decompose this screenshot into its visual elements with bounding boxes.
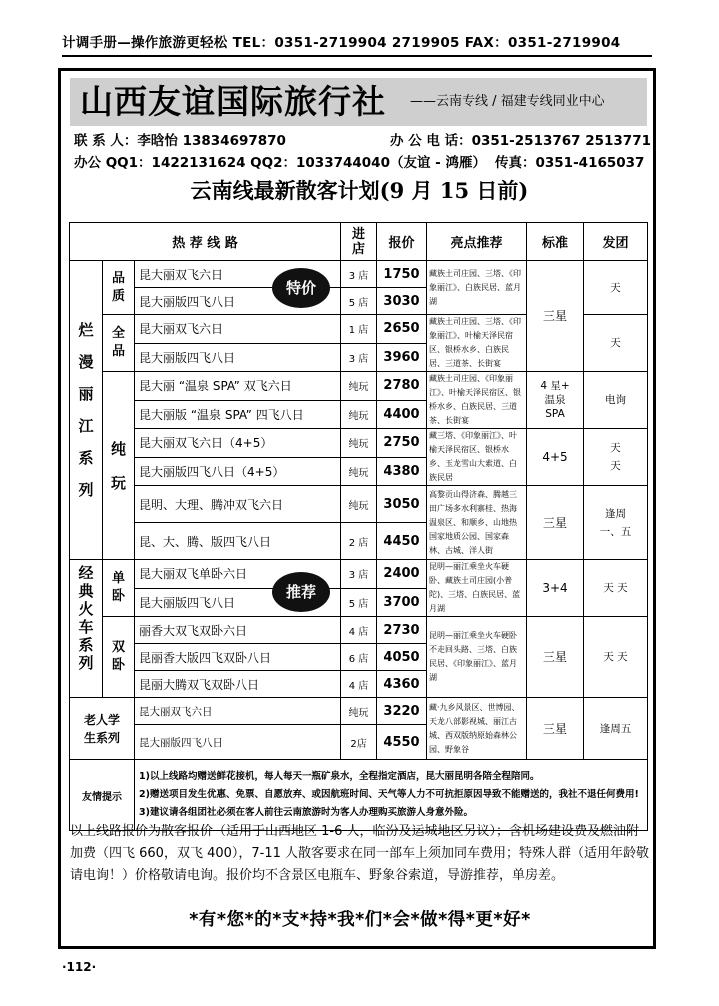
highlights-cell: 昆明—丽江乘坐火车硬卧不走回头路、三塔、白族民居、《印象丽江》、蓝月湖: [427, 617, 527, 698]
standard-cell: 三星: [527, 486, 584, 560]
route-name: 昆、大、腾、版四飞八日: [135, 523, 341, 560]
page-number: ·112·: [62, 960, 97, 974]
header-route: 热 荐 线 路: [70, 223, 341, 261]
route-stores: 2店: [341, 725, 377, 760]
route-stores: 2 店: [341, 523, 377, 560]
subgroup-single-sleeper: [103, 560, 135, 617]
route-name: 昆丽大腾双飞双卧八日: [135, 671, 341, 698]
route-stores: 纯玩: [341, 457, 377, 486]
subgroup-pure-play: [103, 372, 135, 560]
table-row: [70, 486, 648, 523]
tips-cell: [135, 760, 648, 831]
group-senior-student-series: [70, 698, 135, 760]
route-name: 昆大丽版四飞八日: [135, 288, 341, 315]
contact-person: 联 系 人：李晗怡 13834697870: [74, 133, 286, 149]
header-departure: 发团: [584, 223, 648, 261]
header-stores-line-1: 进: [352, 226, 366, 242]
route-price: 2730: [377, 617, 427, 644]
subgroup-char: 卧: [111, 589, 125, 604]
group-char: 火: [78, 600, 94, 618]
subgroup-double-sleeper: [103, 617, 135, 698]
route-stores: 纯玩: [341, 429, 377, 458]
price-notes: 以上线路报价为散客报价（适用于山西地区 1-6 人，临汾及运城地区另议）；含机场建设费及燃油附加费（四飞 660，双飞 400），7-11 人散客要求在同一部车上须加同车费用；特殊人群（适用年龄敬请电询！）价格敬请电询。报价均不含景区电瓶车、野象谷索道，导游推荐，单房差。: [70, 824, 650, 883]
group-char: 列: [78, 481, 94, 499]
route-name: 昆大丽版四飞八日: [135, 588, 341, 617]
route-stores: 纯玩: [341, 400, 377, 429]
route-name: 昆大丽双飞六日: [135, 698, 341, 725]
route-price: 2750: [377, 429, 427, 458]
departure-cell: 电询: [584, 372, 648, 429]
group-char: 江: [78, 417, 94, 435]
route-name: 昆丽香大版四飞双卧八日: [135, 644, 341, 671]
tip-item: 3)建议请各组团社必须在客人前往云南旅游时为客人办理购买旅游人身意外险。: [139, 807, 473, 818]
group-char: 典: [78, 582, 94, 600]
route-price: 3960: [377, 343, 427, 372]
route-price: 2650: [377, 315, 427, 344]
table-row: [70, 261, 648, 288]
highlights-cell: 昆明—丽江乘坐火车硬卧、藏族土司庄园(小普陀)、三塔、白族民居、蓝月湖: [427, 560, 527, 617]
route-price: 3700: [377, 588, 427, 617]
table-row: [70, 698, 648, 725]
route-price: 4450: [377, 523, 427, 560]
route-price: 1750: [377, 261, 427, 288]
route-price-table: [69, 222, 648, 831]
departure-cell: 逢周五: [584, 698, 648, 760]
highlights-cell: 高黎贡山得济森、腾越三田广场多水利寨桂、热海温泉区、和顺乡、山地热国家地质公园、国家森林、古城、洋人街: [427, 486, 527, 560]
highlights-cell: 藏族土司庄园、三塔、《印象丽江》、叶榆天泽民宿区、银桥水乡、白族民居、三道茶、长街宴: [427, 315, 527, 372]
subgroup-quality: [103, 261, 135, 315]
table-row: [70, 372, 648, 401]
route-stores: 纯玩: [341, 698, 377, 725]
group-line: 老人学: [83, 712, 120, 727]
standard-cell: 3+4: [527, 560, 584, 617]
group-train-series: [70, 560, 103, 698]
route-price: 3030: [377, 288, 427, 315]
route-name: 昆大丽版 “温泉 SPA” 四飞八日: [135, 400, 341, 429]
subgroup-char: 卧: [111, 658, 125, 673]
table-row: [70, 429, 648, 458]
standard-cell: 三星: [527, 617, 584, 698]
route-name: 昆大丽双飞单卧六日: [135, 560, 341, 589]
highlights-cell: 藏三塔、《印象丽江》、叶榆天泽民宿区、银桥水乡、玉龙雪山大索道、白族民居: [427, 429, 527, 486]
top-contact-bar: 计调手册—操作旅游更轻松 TEL：0351-2719904 2719905 FAX：0351-2719904: [62, 35, 621, 51]
route-price: 2400: [377, 560, 427, 589]
departure-cell: 天: [584, 261, 648, 315]
departure-line: 天: [610, 460, 621, 472]
subgroup-full: [103, 315, 135, 372]
route-price: 4400: [377, 400, 427, 429]
route-name: 昆大丽版四飞八日（4+5）: [135, 457, 341, 486]
group-char: 经: [78, 564, 94, 582]
route-stores: 5 店: [341, 588, 377, 617]
route-price: 4360: [377, 671, 427, 698]
group-line: 生系列: [83, 730, 120, 745]
subgroup-char: 玩: [110, 473, 126, 492]
company-tagline: ——云南专线 / 福建专线同业中心: [410, 94, 605, 109]
group-char: 列: [78, 654, 94, 672]
departure-cell: 天: [584, 315, 648, 372]
departure-line: 天: [610, 442, 621, 454]
route-stores: 4 店: [341, 671, 377, 698]
highlights-cell: 藏族土司庄园、三塔、《印象丽江》、白族民居、蓝月湖: [427, 261, 527, 315]
subgroup-char: 品: [111, 270, 125, 286]
route-name: 昆大丽双飞六日: [135, 315, 341, 344]
route-stores: 纯玩: [341, 372, 377, 401]
table-row: [70, 560, 648, 589]
group-char: 漫: [78, 353, 94, 371]
departure-cell: 天 天: [584, 617, 648, 698]
highlights-cell: 藏族土司庄园、《印象丽江》、叶榆天泽民宿区、银桥水乡、白族民居、三道茶、长街宴: [427, 372, 527, 429]
subgroup-char: 单: [111, 571, 125, 586]
table-row: [70, 617, 648, 644]
header-standard: 标准: [527, 223, 584, 261]
tip-item: 1)以上线路均赠送鲜花接机，每人每天一瓶矿泉水，全程指定酒店，昆大丽昆明各陪全程陪同。: [139, 771, 540, 782]
group-char: 系: [78, 636, 94, 654]
route-price: 3220: [377, 698, 427, 725]
header-price: 报价: [377, 223, 427, 261]
subgroup-char: 品: [111, 344, 125, 359]
recommend-badge: 推荐: [272, 572, 330, 612]
table-header-row: [70, 223, 648, 261]
office-qq: 办公 QQ1：1422131624 QQ2：1033744040（友谊 - 鸿雁）: [74, 155, 486, 171]
route-stores: 6 店: [341, 644, 377, 671]
route-name: 昆明、大理、腾冲双飞六日: [135, 486, 341, 523]
route-price: 4380: [377, 457, 427, 486]
tip-item: 2)赠送项目发生优惠、免票、自愿放弃、或因航班时间、天气等人力不可抗拒原因导致不能赠送的，我社不退任何费用!: [139, 789, 639, 800]
departure-cell: 天 天: [584, 560, 648, 617]
special-price-badge: 特价: [272, 268, 330, 308]
standard-cell: 三星: [527, 261, 584, 372]
route-name: 昆大丽双飞六日（4+5）: [135, 429, 341, 458]
route-price: 2780: [377, 372, 427, 401]
plan-title: 云南线最新散客计划(9 月 15 日前): [190, 178, 529, 203]
route-name: 昆大丽 “温泉 SPA” 双飞六日: [135, 372, 341, 401]
subgroup-char: 质: [111, 288, 125, 304]
subgroup-char: 纯: [110, 439, 126, 458]
group-char: 烂: [78, 321, 94, 339]
company-name: 山西友谊国际旅行社: [80, 82, 386, 121]
group-lijiang-series: [70, 261, 103, 560]
route-price: 4550: [377, 725, 427, 760]
group-char: 丽: [78, 385, 94, 403]
route-name: 昆大丽版四飞八日: [135, 725, 341, 760]
route-stores: 纯玩: [341, 486, 377, 523]
standard-line: 温泉: [544, 394, 566, 406]
office-phone: 办 公 电 话：0351-2513767 2513771: [390, 133, 651, 149]
header-highlights: 亮点推荐: [427, 223, 527, 261]
tips-row: [70, 760, 648, 831]
subgroup-char: 双: [111, 640, 125, 655]
highlights-cell: 藏·九乡风景区、世博园、天龙八部影视城、丽江古城、西双版纳原始森林公园、野象谷: [427, 698, 527, 760]
departure-line: 一、五: [599, 525, 632, 538]
route-stores: 3 店: [341, 343, 377, 372]
standard-cell: [527, 372, 584, 429]
route-stores: 3 店: [341, 261, 377, 288]
route-stores: 4 店: [341, 617, 377, 644]
standard-cell: 4+5: [527, 429, 584, 486]
fax-number: 传真：0351-4165037: [495, 155, 645, 171]
header-stores-line-2: 店: [352, 241, 366, 257]
departure-cell: [584, 486, 648, 560]
route-price: 4050: [377, 644, 427, 671]
departure-line: 逢周: [605, 507, 627, 520]
tips-label: 友情提示: [70, 760, 135, 831]
standard-line: 4 星+: [540, 380, 570, 392]
subgroup-char: 全: [111, 326, 125, 341]
route-stores: 3 店: [341, 560, 377, 589]
route-name: 昆大丽版四飞八日: [135, 343, 341, 372]
route-name: 昆大丽双飞六日: [135, 261, 341, 288]
header-stores: [341, 223, 377, 261]
slogan: *有*您*的*支*持*我*们*会*做*得*更*好*: [189, 910, 531, 930]
route-name: 丽香大双飞双卧六日: [135, 617, 341, 644]
departure-cell: [584, 429, 648, 486]
group-char: 系: [78, 449, 94, 467]
standard-line: SPA: [545, 408, 565, 420]
route-price: 3050: [377, 486, 427, 523]
standard-cell: 三星: [527, 698, 584, 760]
route-stores: 1 店: [341, 315, 377, 344]
route-stores: 5 店: [341, 288, 377, 315]
group-char: 车: [78, 618, 94, 636]
top-rule: [62, 55, 652, 57]
